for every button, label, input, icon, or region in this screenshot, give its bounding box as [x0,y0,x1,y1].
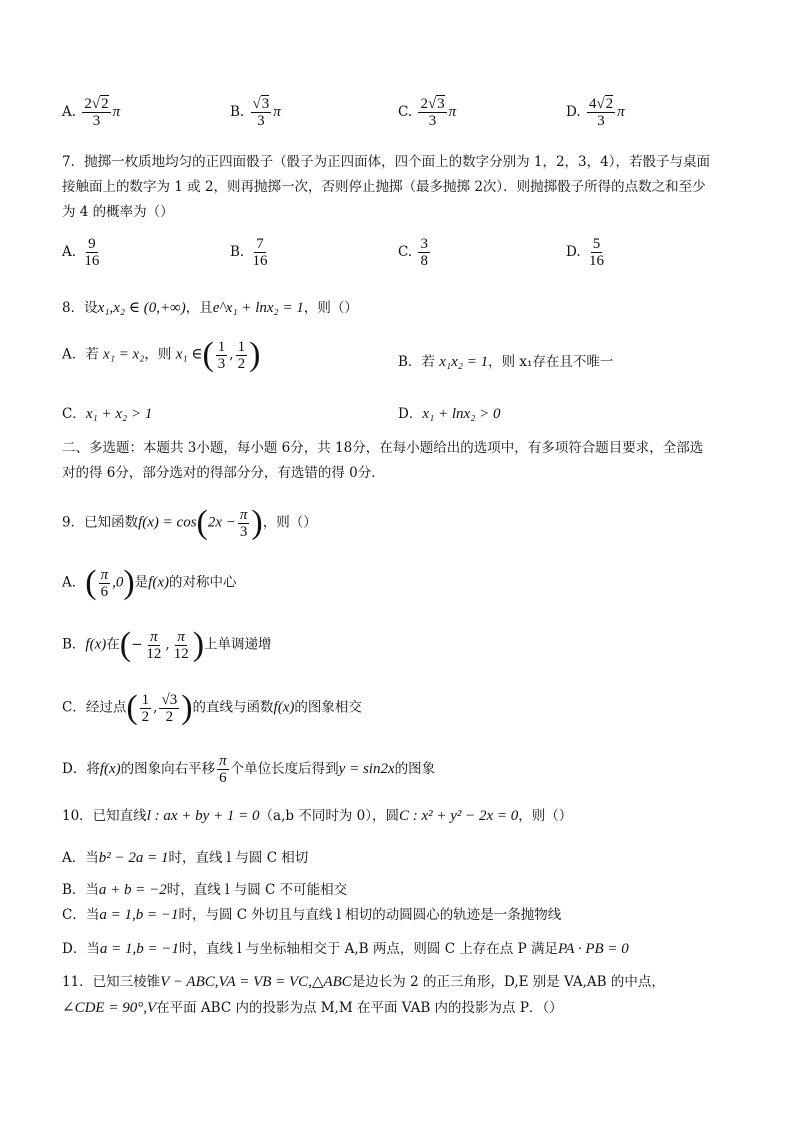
option-letter: C． [62,406,86,422]
option-letter: D． [398,406,423,422]
den: 3 [257,113,265,129]
eq: a = 1,b = −1 [99,941,179,957]
q8-option-c [62,402,152,423]
text3: 的图象 [394,761,436,777]
pi: π [617,104,625,120]
eq: ∠CDE = 90°,V [62,1000,157,1016]
equation: y = sin2x [338,761,395,777]
pi: π [448,104,457,120]
option-letter: C. [398,104,413,120]
num: π [239,506,248,523]
q7-stem-line-1: 7．抛掷一枚质地均匀的正四面骰子（骰子为正四面体，四个面上的数字分别为 1，2，3，4），若骰子与桌面 [62,154,710,170]
pre: D．当 [62,941,100,957]
lo-num: π [150,628,158,645]
prefix: B．若 [398,354,435,370]
den: 6 [219,770,227,786]
pre: A．当 [62,850,99,866]
q8-prefix: 8．设 [62,300,98,316]
section2-line-2: 对的得 6分，部分选对的得部分分，有选错的得 0分． [62,465,385,481]
post: 时，直线 l 与圆 C 不可能相交 [166,882,348,898]
point: ,0 [112,574,124,591]
expr: x₁ + x₂ > 1 [85,406,153,422]
root: 2 [101,96,109,112]
q11-line-1 [62,972,665,992]
q10-option-a [62,848,308,868]
q6-option-b [230,96,281,129]
q7-option-b [230,236,272,269]
num: 7 [256,236,264,252]
eq: a = 1,b = −1 [99,907,179,923]
q8-mid: ，且 [185,300,213,316]
hi-den: 2 [237,355,246,372]
q9-option-c: C．经过点( $\frac{1}{2}$ , $\frac{√3}{2}$ )的直线与函数f(x)的图象相交 [62,689,362,726]
text1: 的直线与函数 [192,699,274,716]
function: f(x) [273,699,295,716]
q8-option-b [398,350,613,371]
q6-a-fraction: $\frac{2√2}{3}$ [84,96,109,129]
section2-line-1: 二、多选题：本题共 3小题，每小题 6分，共 18分，在每小题给出的选项中，有多项符合题目要求，全部选 [62,440,704,456]
condition: （a,b 不同时为 0），圆 [259,808,399,824]
q7-stem-line-3: 为 4 的概率为（） [62,204,174,220]
option-letter: C．经过点 [62,699,127,716]
expr: x₁ + lnx₂ > 0 [422,406,501,422]
q10-option-d [62,939,629,959]
function: f(x) [99,761,121,777]
den: 3 [239,523,248,540]
q7-option-a [62,236,103,269]
q8-vars: x₁,x₂ ∈ (0,+∞) [97,300,186,316]
suffix: ，则 x₁存在且不唯一 [488,354,614,370]
den: 16 [252,253,268,269]
text2: 上单调递增 [204,636,272,653]
vector-eq: PA · PB = 0 [557,941,629,957]
num: π [100,566,109,583]
post: 时，直线 l 与坐标轴相交于 A,B 两点，则圆 C 上存在点 P 满足 [178,941,558,957]
den: 16 [588,253,604,269]
q8-stem [62,298,358,318]
x-den: 2 [141,708,150,725]
num: 5 [592,236,601,252]
x-num: 1 [141,691,150,708]
post: 时，与圆 C 外切且与直线 l 相切的动圆圆心的轨迹是一条抛物线 [178,907,562,923]
q6-option-d [566,96,625,129]
pi: π [112,104,121,120]
num: π [219,753,227,769]
q7-option-c [398,236,432,269]
q9-option-a: A．( $\frac{\pi}{6}$ ,0)是f(x)的对称中心 [62,564,237,601]
q7-stem-line-2: 接触面上的数字为 1 或 2，则再抛掷一次，否则停止抛掷（最多抛掷 2次）．则抛掷骰子所得的点数之和至少 [62,179,706,195]
option-letter: B. [230,244,245,260]
function: f(x) = cos [138,514,197,531]
den: 3 [92,113,101,129]
lo-den: 12 [146,645,162,662]
mid: ，则 [144,346,172,363]
eq: b² − 2a = 1 [98,850,169,866]
pre: 11．已知三棱锥 [62,974,161,990]
num: 3 [420,236,428,252]
root: 3 [261,96,270,112]
q8-suffix: ，则（） [303,300,358,316]
option-letter: D．将 [62,761,100,777]
hi-num: π [177,628,185,645]
option-letter: A． [62,574,86,591]
post: 是边长为 2 的正三角形，D,E 别是 VA,AB 的中点， [351,974,665,990]
den: 16 [84,253,100,269]
eq: a + b = −2 [98,882,167,898]
q10-stem [62,806,572,826]
coef: 4 [588,96,597,112]
q7-option-d [566,236,608,269]
line-eq: l : ax + by + 1 = 0 [146,808,260,824]
function: f(x) [148,574,169,591]
q6-c-fraction: $\frac{2√3}{3}$ [420,96,445,129]
set: x₁ ∈ [175,346,203,363]
condition: x₁x₂ = 1 [439,354,489,370]
q6-d-fraction: $\frac{4√2}{3}$ [588,96,614,129]
q10-option-c [62,905,561,925]
prefix: 10．已知直线 [62,808,147,824]
option-letter: B. [230,104,245,120]
lo-den: 3 [217,355,226,372]
den: 3 [428,113,437,129]
coef: 2 [84,96,92,112]
den: 3 [597,113,605,129]
suffix: ，则（） [518,808,573,824]
text1: 是 [134,574,149,591]
y-den: 2 [165,708,174,725]
option-letter: D. [566,104,581,120]
text2: 的对称中心 [169,574,237,591]
q11-line-2 [62,998,563,1018]
q10-option-b [62,880,347,900]
q8-equation: e^x₁ + lnx₂ = 1 [212,300,304,316]
text1: 在 [106,636,120,653]
q9-option-d [62,753,435,786]
q9-option-b: B．f(x)在(− $\frac{\pi}{12}$ , $\frac{\pi}{12}$ )上单调递增 [62,626,272,663]
condition: x₁ = x₂ [103,346,145,363]
prefix: A．若 [62,346,99,363]
num: 9 [88,236,96,252]
post: 在平面 ABC 内的投影为点 M,M 在平面 VAB 内的投影为点 P．（） [156,1000,563,1016]
q6-b-fraction: $\frac{√3}{3}$ [252,96,270,129]
circle-eq: C : x² + y² − 2x = 0 [398,808,519,824]
den: 8 [420,253,428,269]
root: 3 [437,96,445,112]
q6-option-a [62,96,120,129]
lo-num: 1 [217,338,226,355]
q8-option-d [398,402,501,423]
text2: 的图象相交 [294,699,362,716]
q6-option-c [398,96,456,129]
prefix: 9．已知函数 [62,514,139,531]
den: 6 [100,583,109,600]
suffix: ，则（） [262,514,317,531]
y-num: √3 [161,691,178,708]
eq: V − ABC,VA = VB = VC,△ABC [160,974,352,990]
q8-option-a: A．若 x₁ = x₂，则 x₁ ∈( $\frac{1}{3}$ , $\frac{1}{2}$ ) [62,336,261,373]
text2: 个单位长度后得到 [230,761,339,777]
root: 2 [605,96,614,112]
function: f(x) [85,636,107,653]
hi-num: 1 [237,338,246,355]
pre: C．当 [62,907,100,923]
q9-stem: 9．已知函数f(x) = cos(2x − $\frac{\pi}{3}$ )，则（） [62,504,317,541]
hi-den: 12 [173,645,189,662]
option-letter: A. [62,104,77,120]
option-letter: A. [62,244,77,260]
arg: 2x − [207,514,236,531]
post: 时，直线 l 与圆 C 相切 [168,850,309,866]
pi: π [273,104,281,120]
coef: 2 [420,96,428,112]
option-letter: C. [398,244,413,260]
option-letter: B． [62,636,86,653]
text1: 的图象向右平移 [120,761,216,777]
pre: B．当 [62,882,99,898]
option-letter: D. [566,244,581,260]
